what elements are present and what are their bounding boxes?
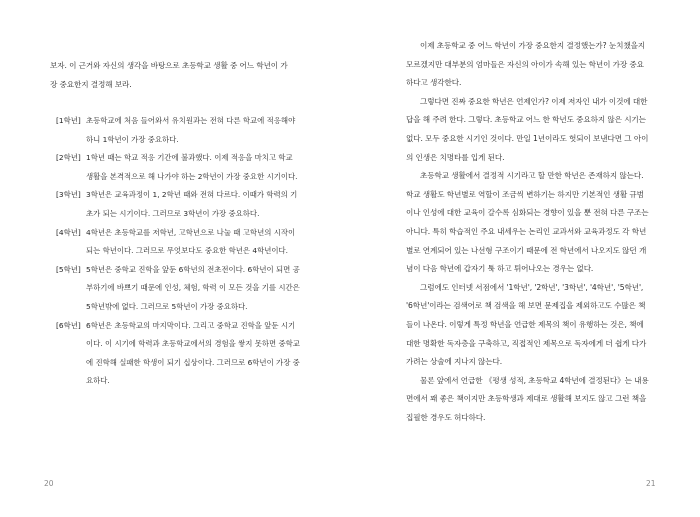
paragraph: 이제 초등학교 중 어느 학년이 가장 중요한지 결정했는가? 눈치챘을지 모르겠지만 대부분의 엄마들은 자신의 아이가 속해 있는 학년이 가장 중요하다고 생각한다. bbox=[406, 41, 646, 88]
grade-tag: [3학년] bbox=[56, 190, 81, 200]
grade-tag: [1학년] bbox=[56, 116, 81, 125]
grade-entry bbox=[56, 149, 300, 186]
grade-text: 1학년 때는 학교 적응 기간에 불과했다. 이제 적응을 마치고 학교 생활을 본격적으로 해 나가야 하는 2학년이 가장 중요한 시기이다. bbox=[86, 153, 298, 181]
grade-tag: [4학년] bbox=[56, 227, 81, 237]
grade-entry bbox=[56, 224, 300, 261]
grade-text: 5학년은 중학교 진학을 앞둔 6학년의 전초전이다. 6학년이 되면 공부하기에 바쁘기 때문에 인성, 체험, 학력 이 모든 것을 기를 시간은 5학년밖에 없다. 그러므로 5학년이 가장 중요하다. bbox=[86, 264, 300, 311]
grade-text: 6학년은 초등학교의 마지막이다. 그리고 중학교 진학을 앞둔 시기이다. 이 시기에 학력과 초등학교에서의 경험을 쌓지 못하면 중학교에 진학해 실패한 학생이 되기 십상이다. 그러므로 6학년이 가장 중요하다. bbox=[86, 320, 300, 386]
grade-tag: [2학년] bbox=[56, 153, 81, 163]
paragraph: 그럼에도 인터넷 서점에서 '1학년', '2학년', '3학년', '4학년', '5학년', '6학년'이라는 검색어로 책 검색을 해 보면 문제집을 제외하고도 수많은 책들이 나온다. 이렇게 특정 학년을 언급한 제목의 책이 유행하는 것은, 책에 대한 명확한 독자층을 구축하고, 직접적인 제목으로 독자에게 더 쉽게 다가가려는 상술에 지나지 않는다. bbox=[406, 282, 647, 367]
grade-entry bbox=[56, 261, 300, 317]
grade-tag: [6학년] bbox=[56, 320, 81, 330]
paragraph: 그렇다면 진짜 중요한 학년은 언제인가? 이제 저자인 내가 이것에 대한 답을 해 주려 한다. 그렇다. 초등학교 어느 한 학년도 중요하지 않은 시기는 없다. 모두 중요한 시기인 것이다. 만일 1년이라도 헛되이 보낸다면 그 아이의 인생은 치명타를 입게 된다. bbox=[406, 96, 649, 162]
paragraph: 물론 앞에서 언급한 《평생 성적, 초등학교 4학년에 결정된다》는 내용면에서 꽤 좋은 책이지만 초등학생과 제대로 생활해 보지도 않고 그런 책을 집필한 경우도 허다하다. bbox=[406, 375, 649, 422]
right-page-text bbox=[406, 37, 651, 427]
grade-tag: [5학년] bbox=[56, 264, 81, 274]
page-number-right: 21 bbox=[646, 479, 656, 488]
page-number-left: 20 bbox=[44, 479, 54, 488]
grade-text: 초등학교에 처음 들어와서 유치원과는 전혀 다른 학교에 적응해야 하니 1학년이 가장 중요하다. bbox=[86, 116, 296, 144]
grade-entry bbox=[56, 112, 300, 149]
grade-entry bbox=[56, 186, 300, 223]
paragraph: 초등학교 생활에서 결정적 시기라고 할 만한 학년은 존재하지 않는다. 학교 생활도 학년별로 역할이 조금씩 변하기는 하지만 기본적인 생활 규범이나 인성에 대한 교육이 갈수록 심화되는 경향이 있을 뿐 전혀 다른 구조는 아니다. 특히 학습적인 주요 내세우는 논리인 교과서와 교육과정도 각 학년별로 연계되어 있는 나선형 구조이기 때문에 전 학년에서 나오지도 않던 개념이 다음 학년에 갑자기 툭 하고 튀어나오는 경우는 없다. bbox=[406, 171, 649, 274]
grade-text: 3학년은 교육과정이 1, 2학년 때와 전혀 다르다. 이때가 학력의 기초가 되는 시기이다. 그러므로 3학년이 가장 중요하다. bbox=[86, 190, 298, 218]
left-intro-paragraph: 보자. 이 근거와 자신의 생각을 바탕으로 초등학교 생활 중 어느 학년이 가장 중요한지 결정해 보라. bbox=[50, 61, 288, 89]
grade-entries bbox=[56, 112, 300, 391]
grade-text: 4학년은 초등학교를 저학년, 고학년으로 나눌 때 고학년의 시작이 되는 학년이다. 그러므로 무엇보다도 중요한 학년은 4학년이다. bbox=[86, 227, 296, 256]
grade-entry bbox=[56, 317, 300, 391]
